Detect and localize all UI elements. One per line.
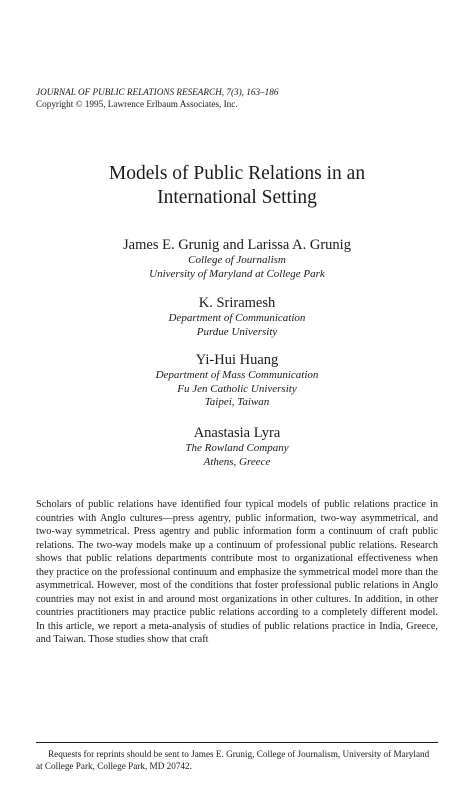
- footnote-divider: [36, 742, 438, 743]
- author-block-lyra: [0, 424, 474, 469]
- author-name: James E. Grunig and Larissa A. Grunig: [123, 237, 351, 253]
- author-department: Department of Mass Communication: [155, 369, 319, 381]
- author-location: Taipei, Taiwan: [204, 396, 270, 408]
- title-line-2: International Setting: [157, 187, 317, 208]
- author-institution: University of Maryland at College Park: [149, 267, 325, 280]
- author-name: Anastasia Lyra: [193, 425, 281, 441]
- author-company: The Rowland Company: [185, 442, 289, 454]
- author-block-huang: [0, 351, 474, 410]
- author-block-sriramesh: [0, 294, 474, 339]
- title-line-1: Models of Public Relations in an: [108, 163, 366, 184]
- copyright-notice: Copyright © 1995, Lawrence Erlbaum Associates, Inc.: [36, 99, 238, 109]
- journal-citation: JOURNAL OF PUBLIC RELATIONS RESEARCH, 7(3), 163–186: [36, 87, 279, 97]
- author-department: College of Journalism: [188, 254, 286, 266]
- author-name: K. Sriramesh: [198, 295, 276, 311]
- author-location: Athens, Greece: [203, 455, 271, 468]
- journal-header: [36, 86, 278, 110]
- author-department: Department of Communication: [168, 312, 306, 324]
- author-institution: Purdue University: [196, 325, 278, 338]
- article-title: [0, 162, 474, 210]
- author-name: Yi-Hui Huang: [195, 352, 279, 368]
- author-block-grunig: [0, 236, 474, 281]
- author-institution: Fu Jen Catholic University: [177, 382, 297, 395]
- reprint-footnote: Requests for reprints should be sent to James E. Grunig, College of Journalism, University of Maryland at College Park, College Park, MD 20742.: [36, 749, 430, 771]
- abstract-paragraph: Scholars of public relations have identified four typical models of public relations practice in countries with Anglo cultures—press agentry, public information, two-way asymmetrical, and two-way symmetrical. Press agentry and public information form a continuum of craft public relations. The two-way models make up a continuum of professional public relations. Research shows that public relations departments contribute most to organizational effectiveness when they practice on the professional continuum and emphasize the symmetrical model more than the asymmetrical. However, most of the conditions that foster professional public relations in Anglo countries may not exist in and around most organizations in other cultures. In addition, in other countries practitioners may practice public relations according to a completely different model. In this article, we report a meta-analysis of studies of public relations practice in India, Greece, and Taiwan. Those studies show that craft: [36, 499, 438, 645]
